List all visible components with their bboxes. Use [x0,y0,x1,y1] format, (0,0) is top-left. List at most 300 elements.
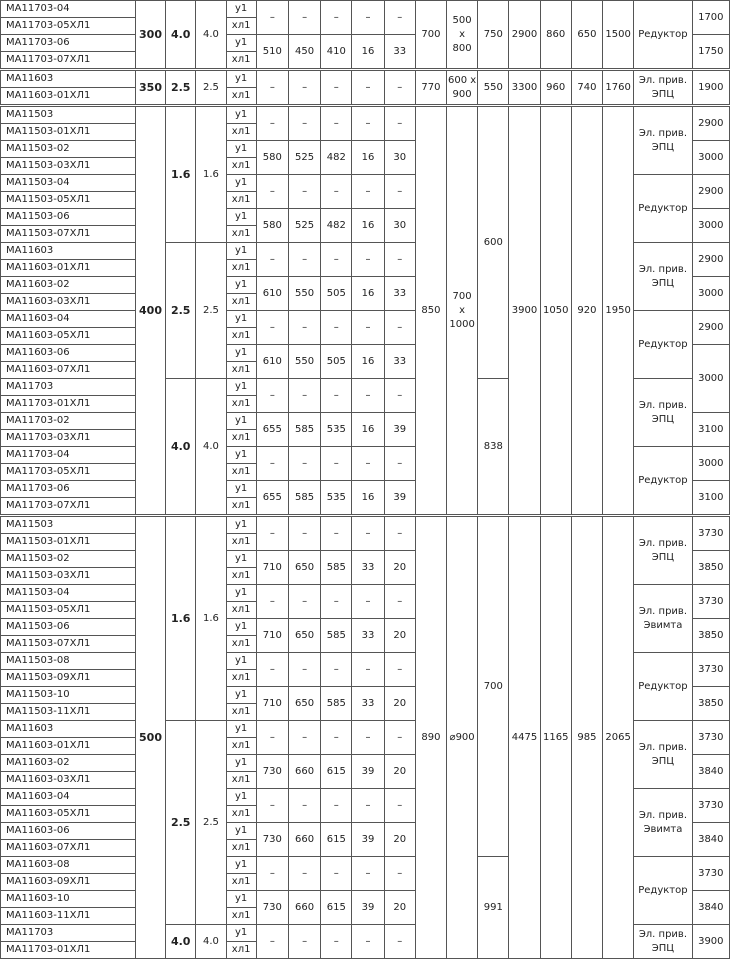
table-cell: 3000 [692,447,729,481]
table-cell: хл1 [226,534,256,551]
table-cell: 535 [321,481,352,516]
table-cell: 585 [288,481,320,516]
table-cell: 482 [321,141,352,175]
table-cell: Редуктор [634,1,692,70]
table-cell: – [352,379,384,413]
model-cell: МА11503-03ХЛ1 [1,158,136,175]
table-cell: 750 [478,1,509,70]
table-cell: 655 [256,413,288,447]
table-cell: 615 [321,891,352,925]
table-cell: хл1 [226,738,256,755]
table-cell: 730 [256,891,288,925]
table-cell: – [288,447,320,481]
model-cell: МА11603-11ХЛ1 [1,908,136,925]
table-cell: – [352,447,384,481]
table-cell: 1.6 [166,516,196,721]
table-cell: – [256,857,288,891]
table-cell: – [321,516,352,551]
table-cell: 3850 [692,619,729,653]
table-cell: у1 [226,721,256,738]
table-cell: Редуктор [634,447,692,516]
table-cell: – [256,106,288,141]
table-cell: – [288,585,320,619]
table-cell: – [321,925,352,959]
table-cell: 16 [352,209,384,243]
model-cell: МА11703-04 [1,1,136,18]
table-cell: 600 [478,106,509,379]
table-cell: 16 [352,481,384,516]
table-cell: Эл. прив. Эвимта [634,789,692,857]
table-cell: 3730 [692,721,729,755]
model-cell: МА11703-05ХЛ1 [1,464,136,481]
table-cell: у1 [226,925,256,942]
table-cell: 580 [256,209,288,243]
table-cell: хл1 [226,568,256,585]
table-cell: – [352,925,384,959]
table-cell: у1 [226,755,256,772]
table-cell: 3300 [509,70,540,106]
table-cell: 838 [478,379,509,516]
table-cell: Эл. прив. ЭПЦ [634,70,692,106]
table-cell: 505 [321,345,352,379]
model-cell: МА11603-06 [1,823,136,840]
table-cell: 3100 [692,481,729,516]
table-cell: Редуктор [634,175,692,243]
model-cell: МА11603-05ХЛ1 [1,328,136,345]
model-cell: МА11603-01ХЛ1 [1,260,136,277]
model-cell: МА11703-01ХЛ1 [1,942,136,959]
table-cell: – [321,653,352,687]
table-cell: – [321,175,352,209]
table-cell: 30 [384,141,415,175]
table-cell: – [352,516,384,551]
table-cell: 585 [288,413,320,447]
table-cell: 960 [540,70,571,106]
table-cell: – [288,243,320,277]
table-cell: Редуктор [634,653,692,721]
table-cell: хл1 [226,602,256,619]
table-cell: 3850 [692,687,729,721]
table-cell: – [352,857,384,891]
table-cell: 39 [352,891,384,925]
table-cell: – [384,243,415,277]
table-cell: – [321,311,352,345]
table-cell: хл1 [226,840,256,857]
table-cell: у1 [226,277,256,294]
model-cell: МА11503-03ХЛ1 [1,568,136,585]
model-cell: МА11603 [1,721,136,738]
table-cell: 535 [321,413,352,447]
table-cell: ⌀900 [447,516,478,959]
model-cell: МА11603-04 [1,789,136,806]
model-cell: МА11703-01ХЛ1 [1,396,136,413]
table-cell: 2900 [692,106,729,141]
table-cell: – [321,721,352,755]
table-cell: – [321,857,352,891]
table-cell: – [288,311,320,345]
table-cell: 4.0 [196,379,226,516]
table-cell: хл1 [226,88,256,106]
table-cell: 2.5 [196,721,226,925]
table-cell: 500 х 800 [447,1,478,70]
table-cell: у1 [226,35,256,52]
table-cell: Эл. прив. ЭПЦ [634,106,692,175]
table-cell: – [288,175,320,209]
table-cell: 20 [384,551,415,585]
table-cell: 3730 [692,653,729,687]
model-cell: МА11603-08 [1,857,136,874]
table-cell: – [288,106,320,141]
table-cell: 890 [415,516,446,959]
table-cell: 482 [321,209,352,243]
table-cell: хл1 [226,430,256,447]
table-cell: хл1 [226,226,256,243]
model-cell: МА11703-07ХЛ1 [1,498,136,516]
table-cell: 850 [415,106,446,516]
table-cell: 3000 [692,209,729,243]
model-cell: МА11503-04 [1,585,136,602]
table-cell: – [352,585,384,619]
table-cell: – [288,516,320,551]
table-cell: Редуктор [634,857,692,925]
table-cell: Эл. прив. ЭПЦ [634,925,692,959]
table-cell: 1500 [603,1,634,70]
table-cell: у1 [226,585,256,602]
table-cell: – [256,653,288,687]
table-cell: – [256,311,288,345]
table-cell: хл1 [226,158,256,175]
table-cell: у1 [226,687,256,704]
table-cell: 1.6 [196,516,226,721]
table-cell: у1 [226,823,256,840]
table-cell: хл1 [226,636,256,653]
table-cell: 450 [288,35,320,70]
table-cell: – [256,585,288,619]
table-cell: – [256,789,288,823]
table-cell: 2.5 [196,243,226,379]
table-cell: у1 [226,379,256,396]
table-cell: 3100 [692,413,729,447]
table-cell: 39 [384,481,415,516]
table-cell: хл1 [226,772,256,789]
model-cell: МА11603-09ХЛ1 [1,874,136,891]
table-cell: хл1 [226,908,256,925]
table-cell: 650 [288,619,320,653]
table-cell: 16 [352,141,384,175]
table-cell: – [288,857,320,891]
table-cell: 655 [256,481,288,516]
table-cell: – [288,1,320,35]
table-cell: хл1 [226,806,256,823]
table-cell: Эл. прив. ЭПЦ [634,379,692,447]
table-cell: – [256,516,288,551]
table-cell: – [321,243,352,277]
model-cell: МА11603-01ХЛ1 [1,738,136,755]
table-cell: у1 [226,209,256,226]
table-cell: 550 [478,70,509,106]
table-cell: 580 [256,141,288,175]
table-cell: 33 [384,35,415,70]
table-cell: 525 [288,141,320,175]
table-cell: хл1 [226,396,256,413]
table-cell: 16 [352,35,384,70]
table-cell: – [288,70,320,106]
table-cell: 700 [478,516,509,857]
model-cell: МА11603 [1,243,136,260]
table-cell: 4.0 [166,1,196,70]
table-cell: 770 [415,70,446,106]
table-cell: 3730 [692,857,729,891]
table-cell: – [321,447,352,481]
model-cell: МА11603-05ХЛ1 [1,806,136,823]
table-cell: 610 [256,277,288,311]
model-cell: МА11503-06 [1,619,136,636]
table-cell: 1750 [692,35,729,70]
table-cell: 730 [256,755,288,789]
table-cell: – [288,789,320,823]
table-cell: 700 [415,1,446,70]
table-cell: 3850 [692,551,729,585]
model-cell: МА11503 [1,106,136,124]
table-cell: 650 [288,687,320,721]
table-cell: 400 [135,106,165,516]
table-cell: 660 [288,891,320,925]
table-cell: – [352,311,384,345]
model-cell: МА11603-06 [1,345,136,362]
table-cell: хл1 [226,124,256,141]
table-cell: 16 [352,277,384,311]
table-cell: хл1 [226,704,256,721]
table-cell: – [256,925,288,959]
model-cell: МА11503-07ХЛ1 [1,636,136,653]
table-cell: 33 [384,277,415,311]
table-cell: хл1 [226,192,256,209]
table-cell: – [288,721,320,755]
model-cell: МА11503-08 [1,653,136,670]
model-cell: МА11603-10 [1,891,136,908]
table-cell: у1 [226,857,256,874]
model-cell: МА11603-07ХЛ1 [1,840,136,857]
table-cell: хл1 [226,260,256,277]
table-cell: хл1 [226,294,256,311]
table-cell: – [288,379,320,413]
table-cell: хл1 [226,670,256,687]
model-cell: МА11503-02 [1,141,136,158]
table-cell: хл1 [226,874,256,891]
table-cell: 33 [352,551,384,585]
model-cell: МА11503-07ХЛ1 [1,226,136,243]
model-cell: МА11503-02 [1,551,136,568]
table-cell: – [384,857,415,891]
table-cell: 20 [384,823,415,857]
table-cell: 33 [384,345,415,379]
model-cell: МА11603-01ХЛ1 [1,88,136,106]
table-cell: – [384,106,415,141]
table-cell: 2900 [692,175,729,209]
table-cell: – [352,789,384,823]
table-cell: у1 [226,311,256,328]
table-cell: у1 [226,481,256,498]
table-cell: у1 [226,789,256,806]
table-cell: 710 [256,619,288,653]
model-cell: МА11703-06 [1,481,136,498]
model-cell: МА11703-04 [1,447,136,464]
model-cell: МА11503-05ХЛ1 [1,602,136,619]
table-cell: 550 [288,345,320,379]
table-cell: Редуктор [634,311,692,379]
table-cell: – [321,70,352,106]
table-cell: – [321,789,352,823]
table-cell: – [384,721,415,755]
table-cell: 3000 [692,345,729,413]
model-cell: МА11503-09ХЛ1 [1,670,136,687]
table-cell: 39 [352,755,384,789]
table-row [1,106,730,124]
table-cell: – [384,925,415,959]
table-cell: 585 [321,551,352,585]
table-cell: 1.6 [196,106,226,243]
model-cell: МА11603-04 [1,311,136,328]
table-cell: 585 [321,619,352,653]
model-cell: МА11503-01ХЛ1 [1,534,136,551]
model-cell: МА11503-05ХЛ1 [1,192,136,209]
table-cell: у1 [226,516,256,534]
table-cell: 585 [321,687,352,721]
model-cell: МА11703 [1,925,136,942]
table-cell: 4.0 [196,925,226,959]
table-cell: – [384,585,415,619]
table-cell: 2065 [603,516,634,959]
model-cell: МА11503-01ХЛ1 [1,124,136,141]
table-cell: 600 х 900 [447,70,478,106]
table-cell: Эл. прив. ЭПЦ [634,516,692,585]
table-cell: хл1 [226,328,256,345]
table-cell: у1 [226,106,256,124]
table-cell: – [384,789,415,823]
table-cell: у1 [226,619,256,636]
table-cell: 650 [571,1,602,70]
table-cell: 4.0 [196,1,226,70]
table-cell: 20 [384,891,415,925]
table-cell: 30 [384,209,415,243]
table-cell: у1 [226,447,256,464]
table-cell: хл1 [226,942,256,959]
table-cell: 3000 [692,141,729,175]
table-cell: 505 [321,277,352,311]
table-cell: 20 [384,619,415,653]
table-cell: 3730 [692,585,729,619]
table-cell: 1900 [692,70,729,106]
table-cell: у1 [226,243,256,260]
table-cell: 16 [352,345,384,379]
table-cell: – [384,516,415,551]
table-cell: 1760 [603,70,634,106]
table-cell: 985 [571,516,602,959]
table-cell: – [352,653,384,687]
table-cell: – [352,721,384,755]
table-cell: – [384,70,415,106]
table-cell: 2900 [692,243,729,277]
table-cell: 610 [256,345,288,379]
table-cell: – [384,447,415,481]
model-cell: МА11503 [1,516,136,534]
model-cell: МА11603 [1,70,136,88]
table-cell: – [288,925,320,959]
table-cell: у1 [226,175,256,192]
table-cell: – [352,1,384,35]
table-cell: у1 [226,551,256,568]
table-cell: хл1 [226,18,256,35]
model-cell: МА11503-11ХЛ1 [1,704,136,721]
table-cell: 710 [256,551,288,585]
table-cell: 660 [288,823,320,857]
table-cell: – [256,379,288,413]
table-cell: 3730 [692,789,729,823]
table-cell: 1950 [603,106,634,516]
table-cell: 710 [256,687,288,721]
table-cell: – [256,243,288,277]
table-cell: – [321,585,352,619]
model-cell: МА11703-06 [1,35,136,52]
model-cell: МА11603-03ХЛ1 [1,294,136,311]
table-cell: 615 [321,755,352,789]
table-row [1,70,730,88]
table-cell: 525 [288,209,320,243]
table-cell: 860 [540,1,571,70]
table-cell: 2.5 [166,243,196,379]
table-cell: 2900 [692,311,729,345]
model-cell: МА11503-06 [1,209,136,226]
table-cell: – [352,243,384,277]
table-cell: 2.5 [166,721,196,925]
table-cell: 700 х 1000 [447,106,478,516]
table-cell: у1 [226,413,256,430]
model-cell: МА11703-07ХЛ1 [1,52,136,70]
table-cell: у1 [226,345,256,362]
table-cell: – [384,1,415,35]
table-cell: – [352,175,384,209]
table-cell: 3840 [692,755,729,789]
table-cell: – [256,175,288,209]
table-cell: 4.0 [166,379,196,516]
table-row [1,516,730,534]
table-cell: 660 [288,755,320,789]
table-cell: 33 [352,619,384,653]
table-cell: у1 [226,653,256,670]
table-cell: 1.6 [166,106,196,243]
table-row [1,1,730,18]
table-cell: 3900 [692,925,729,959]
table-cell: 39 [352,823,384,857]
model-cell: МА11603-02 [1,755,136,772]
table-cell: Эл. прив. ЭПЦ [634,243,692,311]
table-cell: 33 [352,687,384,721]
table-cell: 510 [256,35,288,70]
table-cell: 615 [321,823,352,857]
table-cell: 300 [135,1,165,70]
table-cell: 2.5 [166,70,196,106]
table-cell: – [256,70,288,106]
table-cell: – [321,379,352,413]
table-cell: хл1 [226,464,256,481]
model-cell: МА11703-03ХЛ1 [1,430,136,447]
table-cell: 16 [352,413,384,447]
table-cell: 2900 [509,1,540,70]
table-cell: 500 [135,516,165,959]
table-cell: – [256,447,288,481]
table-cell: 991 [478,857,509,959]
table-cell: 650 [288,551,320,585]
